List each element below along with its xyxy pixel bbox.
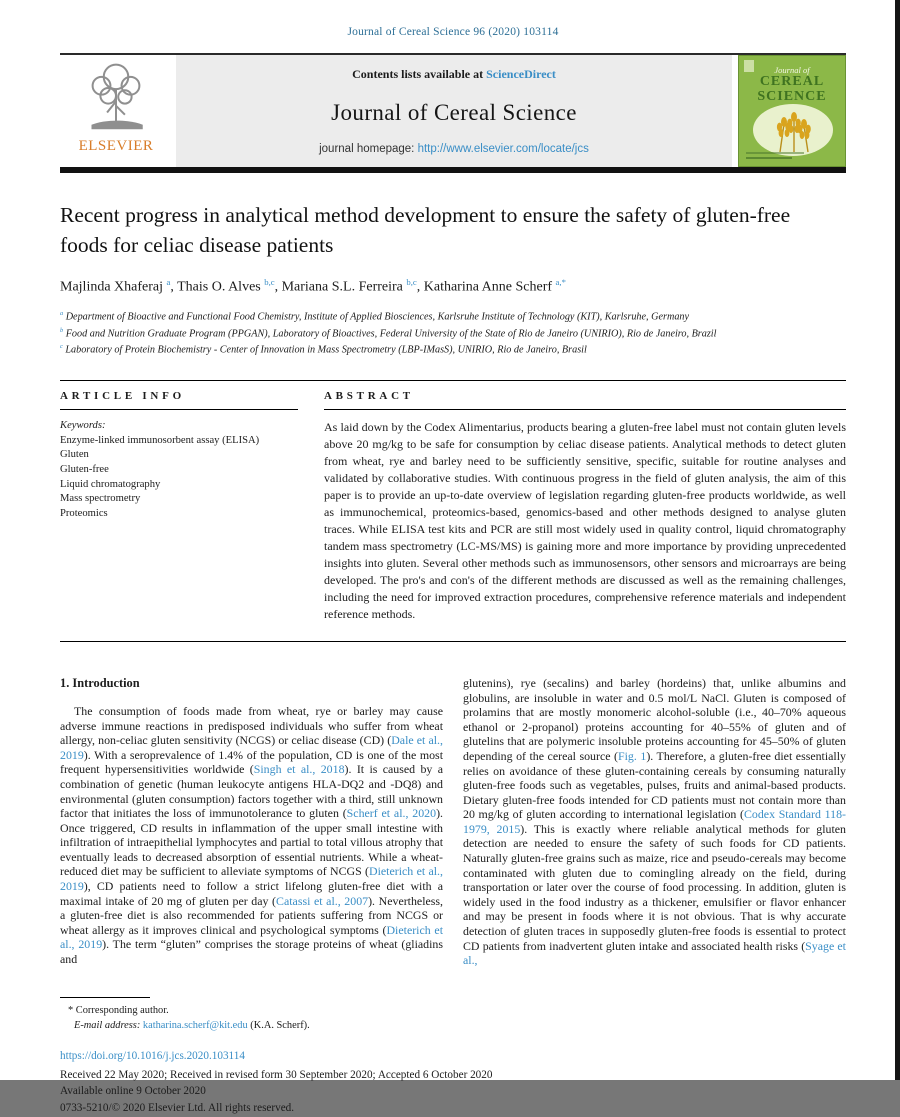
cover-wheat-art bbox=[753, 104, 833, 156]
keywords-label: Keywords: bbox=[60, 419, 106, 431]
elsevier-tree-icon bbox=[82, 59, 150, 137]
introduction-paragraph-left: The consumption of foods made from wheat, rye or barley may cause adverse immune reactions in predisposed individuals who suffer from wheat allergy, non-celiac gluten sensitivity (NCGS) or celiac disease (CD) (Dale et al., 2019). With a seroprevalence of 1.4% of the population, CD is one of the most frequent hypersensitivities worldwide (Singh et al., 2018). It is caused by a combination of genetic (human leukocyte antigens HLA-DQ2 and -DQ8) and environmental (gluten consumption) factors together with a third, still unknown factor that initiates the loss of immunotolerance to gluten (Scherf et al., 2020). Once triggered, CD results in inflammation of the upper small intestine with infiltration of intraepithelial lymphocytes and partial to total villous atrophy that eventually leads to decreased absorption of essential nutrients. While a wheat-reduced diet may be sufficient to alleviate symptoms of NCGS (Dieterich et al., 2019), CD patients need to follow a strict lifelong gluten-free diet with a maximal intake of 20 mg of gluten per day (Catassi et al., 2007). Nevertheless, a gluten-free diet is also recommended for patients suffering from NCGS or wheat allergy as it improves clinical and psychological symptoms (Dieterich et al., 2019). The term “gluten” comprises the storage proteins of wheat (gliadins and bbox=[60, 703, 444, 967]
abstract-text: As laid down by the Codex Alimentarius, products bearing a gluten-free label must not contain gluten levels above 20 mg/kg to be safe for consumption by celiac disease patients. Analytical methods to detect gluten from wheat, rye and barley need to be sufficiently sensitive, specific, suitable for routine analyses and validated by collaborative studies. With continuous progress in the field of gluten analysis, the aim of this paper is to provide an up-to-date overview of legislation regarding gluten-free products worldwide, as well as immunochemical, proteomics-based, genomics-based and other methods designed to analyse gluten traces. While ELISA test kits and PCR are still most widely used in quality control, liquid chromatography tandem mass spectrometry (LC-MS/MS) is gaining more and more importance by providing unprecedented insights into gluten. Several other methods such as immunosensors, other sensors and microarrays are being developed. The pro's and con's of the different methods are discussed as well as the remaining challenges, including the need for improved extraction procedures, comprehensive reference materials and independent reference methods. bbox=[324, 419, 846, 621]
available-online-line: Available online 9 October 2020 bbox=[60, 1085, 206, 1098]
article-info-column bbox=[60, 390, 298, 623]
citation-link[interactable]: b,c bbox=[264, 277, 275, 288]
sciencedirect-link[interactable]: ScienceDirect bbox=[486, 67, 556, 81]
journal-title: Journal of Cereal Science bbox=[331, 99, 577, 125]
article-info-abstract-section bbox=[60, 380, 846, 642]
journal-homepage-link[interactable]: http://www.elsevier.com/locate/jcs bbox=[417, 143, 589, 155]
article-info-heading: ARTICLE INFO bbox=[60, 390, 298, 410]
affiliation-line: $^a$ Department of Bioactive and Functional Food Chemistry, Institute of Applied Biosciences, Karlsruhe Institute of Technology (KIT), Karlsruhe, Germany bbox=[60, 309, 690, 323]
keyword-item: Gluten-free bbox=[60, 464, 109, 475]
body-right-column bbox=[463, 676, 846, 1034]
journal-cover-thumbnail: Journal of CEREAL SCIENCE bbox=[738, 55, 846, 167]
citation-link[interactable]: Catassi et al., 2007 bbox=[276, 893, 369, 908]
journal-masthead bbox=[176, 55, 732, 167]
abstract-column bbox=[324, 390, 846, 623]
keyword-item: Liquid chromatography bbox=[60, 478, 161, 490]
elsevier-logo bbox=[60, 55, 172, 167]
affiliations bbox=[60, 309, 846, 359]
citation-link[interactable]: Codex Standard 118-1979, 2015 bbox=[463, 807, 846, 836]
citation-link[interactable]: Dieterich et al., 2019 bbox=[60, 922, 444, 952]
body-left-column bbox=[60, 676, 443, 1034]
article-title: Recent progress in analytical method development to ensure the safety of gluten-free foods for celiac disease patients bbox=[60, 203, 791, 258]
citation-link[interactable]: Dale et al., 2019 bbox=[60, 733, 443, 762]
copyright-line: 0733-5210/© 2020 Elsevier Ltd. All rights reserved. bbox=[60, 1102, 295, 1115]
keyword-item: Mass spectrometry bbox=[60, 493, 141, 505]
introduction-paragraph-right: glutenins), rye (secalins) and barley (hordeins) that, unlike albumins and globulins, are insoluble in water and 0.5 mol/L NaCl. Gluten is composed of prolamins that are mostly monomeric alcohol-soluble (i.e., 40–70% aqueous ethanol or 2-propanol) proteins accounting for 40–55% of gluten and of glutelins that are polymeric insoluble proteins accounting for 45–50% of gluten depending of the cereal source (Fig. 1). Therefore, a gluten-free diet essentially relies on avoidance of these gluten-containing cereals by consuming naturally gluten-free foods such as vegetables, pulses, fruits and animal-based products. Dietary gluten-free foods intended for CD patients must not contain more than 20 mg/kg of gluten according to international legislation (Codex Standard 118-1979, 2015). This is exactly where reliable analytical methods for gluten detection are needed to ensure the safety of such foods for CD patients. Naturally gluten-free grains such as maize, rice and pseudo-cereals may become contaminated with gluten due to comingling already on the field, during transportation or later over the course of food processing. In addition, gluten is widely used in the food industry as a thickener, emulsifier or flavor enhancer and may be present in foods where it is not obvious. That is why accurate detection of gluten traces in supposedly gluten-free foods is essential to protect CD patients from inadvertent gluten intake and associated health risks (Syage et al., bbox=[463, 675, 846, 968]
citation-link[interactable]: a bbox=[166, 277, 171, 288]
citation-link[interactable]: Scherf et al., 2020 bbox=[346, 806, 437, 821]
affiliation-line: $^b$ Food and Nutrition Graduate Program (PPGAN), Laboratory of Bioactives, Federal University of the State of Rio de Janeiro (UNIRIO), Rio de Janeiro, Brazil bbox=[60, 326, 717, 339]
cover-footer-mark bbox=[746, 152, 804, 154]
scan-edge-artifact bbox=[895, 0, 900, 1080]
footnote-rule bbox=[60, 997, 150, 998]
author-list: Majlinda Xhaferaj $^a$, Thais O. Alves $^{b,c}$, Mariana S.L. Ferreira $^{b,c}$, Katharina Anne Scherf $^{a,*}$ bbox=[60, 277, 566, 295]
citation-link[interactable]: b,c bbox=[406, 277, 417, 288]
citation-link[interactable]: a,* bbox=[555, 277, 566, 288]
article-footer bbox=[60, 1048, 846, 1117]
introduction-heading: 1. Introduction bbox=[60, 675, 140, 690]
corresponding-email-link[interactable]: katharina.scherf@kit.edu bbox=[142, 1020, 248, 1032]
affiliation-line: $^c$ Laboratory of Protein Biochemistry - Center of Innovation in Mass Spectrometry (LBP-IMasS), UNIRIO, Rio de Janeiro, Brasil bbox=[60, 343, 587, 356]
journal-citation-line: Journal of Cereal Science 96 (2020) 103114 bbox=[347, 26, 559, 38]
citation-link[interactable]: Syage et al., bbox=[463, 938, 846, 968]
corresponding-author-footnote: * Corresponding author. E-mail address: katharina.scherf@kit.edu (K.A. Scherf). bbox=[60, 997, 443, 1034]
journal-homepage-line: journal homepage: http://www.elsevier.com/locate/jcs bbox=[319, 143, 589, 155]
keywords-list bbox=[60, 434, 298, 522]
citation-link[interactable]: Fig. 1 bbox=[618, 748, 647, 763]
citation-link[interactable]: Dieterich et al., 2019 bbox=[60, 864, 443, 894]
doi-link[interactable]: https://doi.org/10.1016/j.jcs.2020.103114 bbox=[60, 1049, 245, 1062]
elsevier-wordmark: ELSEVIER bbox=[78, 138, 154, 154]
citation-link[interactable]: Singh et al., 2018 bbox=[253, 762, 345, 777]
cover-emblem bbox=[744, 60, 754, 72]
keyword-item: Enzyme-linked immunosorbent assay (ELISA) bbox=[60, 434, 260, 446]
received-dates-line: Received 22 May 2020; Received in revised form 30 September 2020; Accepted 6 October 2020 bbox=[60, 1068, 493, 1081]
journal-header-band bbox=[60, 53, 846, 173]
body-two-columns bbox=[60, 676, 846, 1034]
contents-lists-line: Contents lists available at ScienceDirect bbox=[352, 67, 556, 81]
keyword-item: Gluten bbox=[60, 449, 89, 461]
cover-footer-mark bbox=[746, 157, 792, 159]
keyword-item: Proteomics bbox=[60, 507, 108, 519]
email-label: E-mail address: bbox=[74, 1020, 141, 1032]
header-divider-bar bbox=[60, 167, 846, 173]
abstract-heading: ABSTRACT bbox=[324, 390, 846, 410]
